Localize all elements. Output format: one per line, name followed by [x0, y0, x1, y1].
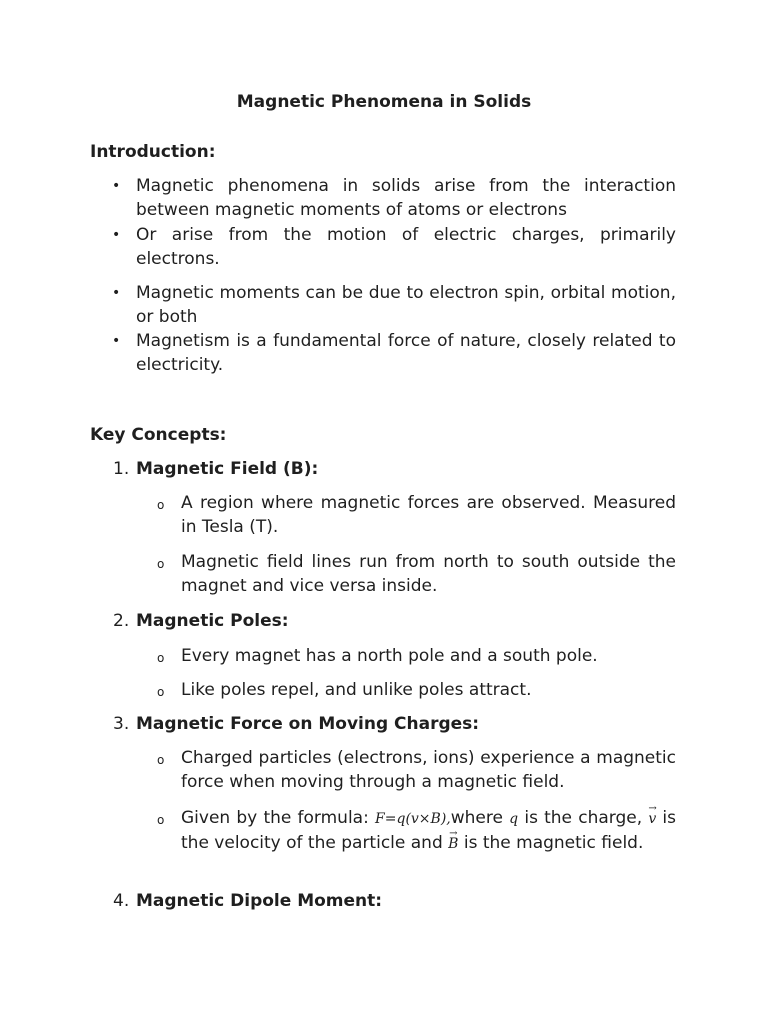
formula-text-velocity: is the velocity of the particle and	[181, 808, 677, 853]
magnetic-poles-point-2: Like poles repel, and unlike poles attract.	[181, 680, 532, 700]
formula-text-where: where	[450, 808, 510, 828]
sub-bullet-marker: o	[157, 651, 165, 665]
sub-bullet-marker: o	[157, 557, 165, 571]
symbol-v: → v	[648, 807, 656, 831]
intro-bullet-3: Magnetic moments can be due to electron spin, orbital motion, or both	[136, 283, 676, 327]
item-number: 1.	[113, 459, 130, 479]
symbol-b: → B	[448, 832, 458, 856]
formula-text-charge: is the charge,	[518, 808, 649, 828]
sub-bullet-marker: o	[157, 498, 165, 512]
item-number: 2.	[113, 611, 130, 631]
magnetic-field-point-1: A region where magnetic forces are observed. Measured in Tesla (T).	[181, 493, 676, 537]
intro-bullet-2: Or arise from the motion of electric charges, primarily electrons.	[136, 225, 676, 269]
introduction-heading: Introduction:	[90, 142, 216, 162]
symbol-q: q	[509, 811, 519, 827]
item-number: 3.	[113, 714, 130, 734]
sub-bullet-marker: o	[157, 753, 165, 767]
item-title-magnetic-force: Magnetic Force on Moving Charges:	[136, 714, 480, 734]
intro-bullet-4: Magnetism is a fundamental force of nature, closely related to electricity.	[136, 331, 676, 375]
intro-bullet-1: Magnetic phenomena in solids arise from the interaction between magnetic moments of atoms or electrons	[136, 176, 676, 220]
item-title-dipole-moment: Magnetic Dipole Moment:	[136, 891, 383, 911]
document-title: Magnetic Phenomena in Solids	[236, 92, 532, 112]
bullet-marker: •	[112, 227, 121, 243]
item-number: 4.	[113, 891, 130, 911]
lorentz-formula: F=q(v×B),	[375, 811, 451, 827]
item-title-magnetic-field: Magnetic Field (B):	[136, 459, 319, 479]
bullet-marker: •	[112, 333, 121, 349]
sub-bullet-marker: o	[157, 813, 165, 827]
magnetic-force-formula-point	[181, 806, 676, 856]
magnetic-field-point-2: Magnetic field lines run from north to south outside the magnet and vice versa inside.	[181, 552, 676, 596]
item-title-magnetic-poles: Magnetic Poles:	[136, 611, 289, 631]
key-concepts-heading: Key Concepts:	[90, 425, 227, 445]
bullet-marker: •	[112, 178, 121, 194]
bullet-marker: •	[112, 285, 121, 301]
magnetic-poles-point-1: Every magnet has a north pole and a south pole.	[181, 646, 598, 666]
magnetic-force-point-1: Charged particles (electrons, ions) experience a magnetic force when moving through a magnetic field.	[181, 748, 676, 792]
sub-bullet-marker: o	[157, 685, 165, 699]
formula-prefix: Given by the formula:	[181, 808, 376, 828]
formula-text-field: is the magnetic field.	[458, 833, 644, 853]
